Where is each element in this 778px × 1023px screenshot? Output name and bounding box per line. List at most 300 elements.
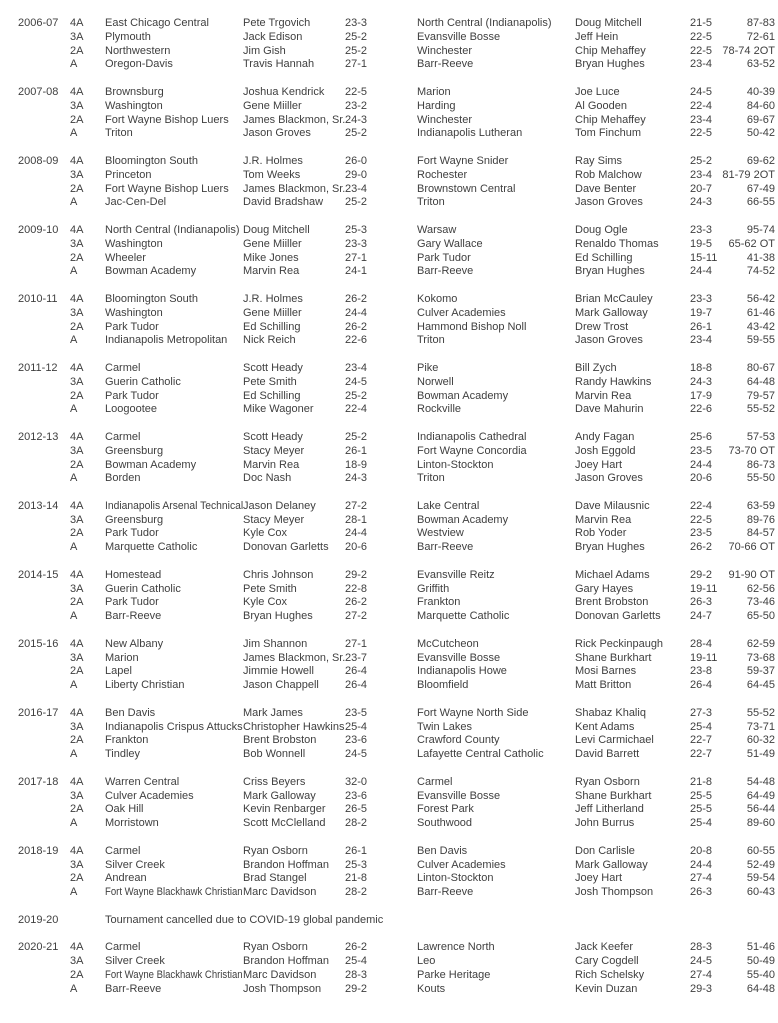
class-cell: A	[70, 127, 78, 140]
champion-record-cell: 23-4	[345, 361, 368, 374]
runner-up-record-cell: 26-3	[690, 596, 713, 609]
runner-up-coach-cell: Drew Trost	[575, 320, 629, 333]
season-year-label: 2008-09	[18, 154, 59, 167]
class-cell: 2A	[70, 389, 84, 402]
score-cell: 87-83	[746, 17, 775, 29]
champion-school-cell: Guerin Catholic	[105, 375, 181, 388]
class-cell: A	[70, 472, 78, 485]
champion-record-cell: 22-6	[345, 334, 368, 347]
champion-record-cell: 25-2	[345, 389, 368, 402]
runner-up-coach-cell: Cary Cogdell	[575, 955, 639, 968]
class-cell: 3A	[70, 30, 84, 43]
runner-up-record-cell: 24-7	[690, 610, 713, 623]
champion-school-cell: Carmel	[105, 361, 141, 374]
champion-coach-cell: Marvin Rea	[243, 458, 300, 471]
runner-up-coach-cell: Joey Hart	[575, 458, 623, 471]
runner-up-school-cell: Triton	[417, 472, 445, 485]
season-block	[18, 362, 778, 417]
runner-up-coach-cell: David Barrett	[575, 748, 640, 761]
result-row	[18, 196, 778, 210]
result-row	[18, 652, 778, 666]
runner-up-coach-cell: Brent Brobston	[575, 596, 649, 609]
result-row	[18, 541, 778, 555]
class-cell: 4A	[70, 223, 84, 236]
runner-up-school-cell: Pike	[417, 361, 439, 374]
champion-school-cell: Homestead	[105, 568, 162, 581]
runner-up-coach-cell: Marvin Rea	[575, 389, 632, 402]
season-block	[18, 293, 778, 348]
champion-record-cell: 28-1	[345, 513, 368, 526]
season-block	[18, 776, 778, 831]
score-cell: 41-38	[746, 251, 775, 264]
champion-record-cell: 23-5	[345, 706, 368, 719]
champion-record-cell: 26-1	[345, 444, 368, 457]
runner-up-school-cell: Park Tudor	[417, 251, 471, 264]
runner-up-coach-cell: Rob Yoder	[575, 527, 627, 540]
champion-school-cell: Ben Davis	[105, 706, 156, 719]
runner-up-record-cell: 23-8	[690, 665, 713, 678]
runner-up-record-cell: 26-2	[690, 541, 713, 554]
runner-up-coach-cell: Andy Fagan	[575, 430, 635, 443]
champion-record-cell: 23-7	[345, 651, 368, 664]
runner-up-record-cell: 22-5	[690, 513, 713, 526]
class-cell: 2A	[70, 734, 84, 747]
result-row	[18, 679, 778, 693]
champion-coach-cell: Mark James	[243, 706, 303, 719]
score-cell: 51-49	[746, 748, 775, 761]
runner-up-school-cell: Culver Academies	[417, 306, 506, 319]
class-cell: 4A	[70, 154, 84, 167]
class-cell: 2A	[70, 665, 84, 678]
champion-coach-cell: Kevin Renbarger	[243, 803, 326, 816]
runner-up-record-cell: 27-3	[690, 706, 713, 719]
champion-coach-cell: Marc Davidson	[243, 968, 317, 981]
runner-up-record-cell: 18-8	[690, 361, 713, 374]
result-row	[18, 472, 778, 486]
champion-record-cell: 24-3	[345, 113, 368, 126]
runner-up-school-cell: Twin Lakes	[417, 720, 473, 733]
champion-record-cell: 26-2	[345, 320, 368, 333]
result-row	[18, 224, 778, 238]
champion-coach-cell: Doug Mitchell	[243, 223, 310, 236]
class-cell: A	[70, 265, 78, 278]
runner-up-school-cell: Norwell	[417, 375, 454, 388]
class-cell: A	[70, 541, 78, 554]
runner-up-coach-cell: Jason Groves	[575, 196, 643, 209]
class-cell: 4A	[70, 568, 84, 581]
runner-up-coach-cell: Randy Hawkins	[575, 375, 652, 388]
champion-school-cell: Carmel	[105, 430, 141, 443]
runner-up-school-cell: Bloomfield	[417, 679, 469, 692]
champion-record-cell: 23-3	[345, 17, 368, 29]
class-cell: A	[70, 817, 78, 830]
score-cell: 64-48	[746, 982, 775, 995]
champion-coach-cell: Kyle Cox	[243, 596, 288, 609]
champion-school-cell: Washington	[105, 306, 163, 319]
runner-up-record-cell: 25-2	[690, 154, 713, 167]
runner-up-record-cell: 22-6	[690, 403, 713, 416]
score-cell: 62-59	[746, 637, 775, 650]
result-row	[18, 431, 778, 445]
champion-coach-cell: Brent Brobston	[243, 734, 317, 747]
season-year-label: 2020-21	[18, 941, 59, 954]
result-row	[18, 748, 778, 762]
champion-record-cell: 26-0	[345, 154, 368, 167]
result-row	[18, 114, 778, 128]
result-row	[18, 293, 778, 307]
runner-up-record-cell: 24-4	[690, 458, 713, 471]
runner-up-coach-cell: Jeff Litherland	[575, 803, 644, 816]
result-row	[18, 527, 778, 541]
score-cell: 84-60	[746, 99, 775, 112]
score-cell: 56-44	[746, 803, 775, 816]
class-cell: 3A	[70, 444, 84, 457]
champion-coach-cell: Ryan Osborn	[243, 844, 308, 857]
result-row	[18, 403, 778, 417]
runner-up-school-cell: Carmel	[417, 775, 453, 788]
runner-up-coach-cell: Dave Milausnic	[575, 499, 650, 512]
result-row	[18, 86, 778, 100]
class-cell: A	[70, 886, 78, 899]
champion-school-cell: Guerin Catholic	[105, 582, 181, 595]
season-block	[18, 914, 778, 928]
champion-coach-cell: Ed Schilling	[243, 389, 301, 402]
class-cell: 4A	[70, 292, 84, 305]
champion-school-cell: Liberty Christian	[105, 679, 185, 692]
result-row	[18, 334, 778, 348]
score-cell: 50-49	[746, 955, 775, 968]
champion-record-cell: 23-4	[345, 182, 368, 195]
champion-record-cell: 26-2	[345, 292, 368, 305]
class-cell: 4A	[70, 637, 84, 650]
champion-coach-cell: Mike Jones	[243, 251, 299, 264]
runner-up-coach-cell: Dave Mahurin	[575, 403, 644, 416]
result-row	[18, 321, 778, 335]
champion-school-cell: New Albany	[105, 637, 164, 650]
champion-record-cell: 25-2	[345, 430, 368, 443]
champion-coach-cell: David Bradshaw	[243, 196, 324, 209]
score-cell: 80-67	[746, 361, 775, 374]
runner-up-school-cell: North Central (Indianapolis)	[417, 17, 552, 29]
score-cell: 60-43	[746, 886, 775, 899]
season-year-label: 2016-17	[18, 706, 59, 719]
score-cell: 59-55	[746, 334, 775, 347]
runner-up-school-cell: Fort Wayne Snider	[417, 154, 509, 167]
result-row	[18, 459, 778, 473]
runner-up-school-cell: Evansville Bosse	[417, 789, 501, 802]
runner-up-coach-cell: Bill Zych	[575, 361, 617, 374]
champion-coach-cell: Gene Miiller	[243, 306, 302, 319]
champion-school-cell: Fort Wayne Bishop Luers	[105, 182, 229, 195]
runner-up-school-cell: Barr-Reeve	[417, 58, 474, 71]
score-cell: 69-67	[746, 113, 775, 126]
runner-up-coach-cell: Mosi Barnes	[575, 665, 637, 678]
champion-coach-cell: Brandon Hoffman	[243, 858, 330, 871]
champion-school-cell: Bowman Academy	[105, 265, 197, 278]
runner-up-coach-cell: Jason Groves	[575, 472, 643, 485]
class-cell: 3A	[70, 237, 84, 250]
champion-record-cell: 21-8	[345, 872, 368, 885]
champion-coach-cell: Doc Nash	[243, 472, 292, 485]
runner-up-school-cell: Evansville Reitz	[417, 568, 495, 581]
runner-up-coach-cell: Jack Keefer	[575, 941, 634, 954]
runner-up-record-cell: 24-4	[690, 265, 713, 278]
champion-school-cell: Jac-Cen-Del	[105, 196, 167, 209]
result-row	[18, 45, 778, 59]
result-row	[18, 638, 778, 652]
runner-up-record-cell: 19-5	[690, 237, 713, 250]
runner-up-school-cell: Culver Academies	[417, 858, 506, 871]
score-cell: 73-71	[746, 720, 775, 733]
champion-record-cell: 25-4	[345, 955, 368, 968]
champion-school-cell: Indianapolis Metropolitan	[105, 334, 228, 347]
runner-up-record-cell: 26-1	[690, 320, 713, 333]
runner-up-school-cell: Fort Wayne North Side	[417, 706, 529, 719]
score-cell: 67-49	[746, 182, 775, 195]
runner-up-record-cell: 28-4	[690, 637, 713, 650]
champion-record-cell: 18-9	[345, 458, 368, 471]
champion-record-cell: 22-4	[345, 403, 368, 416]
runner-up-school-cell: Indianapolis Cathedral	[417, 430, 527, 443]
champion-record-cell: 23-6	[345, 789, 368, 802]
champion-school-cell: Northwestern	[105, 44, 171, 57]
champion-coach-cell: J.R. Holmes	[243, 292, 303, 305]
champion-school-cell: Triton	[105, 127, 133, 140]
class-cell: A	[70, 58, 78, 71]
runner-up-record-cell: 21-8	[690, 775, 713, 788]
runner-up-record-cell: 25-6	[690, 430, 713, 443]
result-row	[18, 445, 778, 459]
champion-record-cell: 22-5	[345, 85, 368, 98]
runner-up-record-cell: 29-2	[690, 568, 713, 581]
runner-up-school-cell: Hammond Bishop Noll	[417, 320, 527, 333]
runner-up-record-cell: 25-5	[690, 803, 713, 816]
runner-up-school-cell: Linton-Stockton	[417, 458, 494, 471]
runner-up-school-cell: Evansville Bosse	[417, 651, 501, 664]
runner-up-record-cell: 21-5	[690, 17, 713, 29]
class-cell: A	[70, 403, 78, 416]
champion-coach-cell: Marvin Rea	[243, 265, 300, 278]
champion-coach-cell: Chris Johnson	[243, 568, 314, 581]
runner-up-record-cell: 22-7	[690, 734, 713, 747]
runner-up-school-cell: Forest Park	[417, 803, 474, 816]
champion-school-cell: Marion	[105, 651, 139, 664]
class-cell: 2A	[70, 872, 84, 885]
score-cell: 40-39	[746, 85, 775, 98]
covid-cancellation-note: Tournament cancelled due to COVID-19 global pandemic	[105, 913, 384, 926]
season-year-label: 2014-15	[18, 568, 59, 581]
result-row	[18, 31, 778, 45]
result-row	[18, 514, 778, 528]
class-cell: 3A	[70, 955, 84, 968]
class-cell: A	[70, 982, 78, 995]
class-cell: 2A	[70, 44, 84, 57]
runner-up-record-cell: 20-7	[690, 182, 713, 195]
champion-record-cell: 24-1	[345, 265, 368, 278]
champion-school-cell: Loogootee	[105, 403, 157, 416]
runner-up-coach-cell: Dave Benter	[575, 182, 637, 195]
champion-coach-cell: Ryan Osborn	[243, 941, 308, 954]
season-year-label: 2019-20	[18, 913, 59, 926]
runner-up-coach-cell: Bryan Hughes	[575, 265, 645, 278]
class-cell: 2A	[70, 320, 84, 333]
result-row	[18, 100, 778, 114]
score-cell: 64-48	[746, 375, 775, 388]
runner-up-record-cell: 29-3	[690, 982, 713, 995]
score-cell: 62-56	[746, 582, 775, 595]
runner-up-school-cell: Brownstown Central	[417, 182, 516, 195]
runner-up-record-cell: 23-5	[690, 527, 713, 540]
class-cell: 2A	[70, 527, 84, 540]
season-year-label: 2015-16	[18, 637, 59, 650]
class-cell: 2A	[70, 251, 84, 264]
champion-record-cell: 29-0	[345, 168, 368, 181]
result-row	[18, 252, 778, 266]
champion-school-cell: Brownsburg	[105, 85, 164, 98]
champion-coach-cell: J.R. Holmes	[243, 154, 303, 167]
champion-record-cell: 25-2	[345, 30, 368, 43]
runner-up-school-cell: Warsaw	[417, 223, 457, 236]
class-cell: 3A	[70, 582, 84, 595]
champion-record-cell: 23-2	[345, 99, 368, 112]
class-cell: 3A	[70, 789, 84, 802]
result-row	[18, 610, 778, 624]
score-cell: 51-46	[746, 941, 775, 954]
season-block	[18, 224, 778, 279]
champion-school-cell: Greensburg	[105, 513, 164, 526]
runner-up-coach-cell: Ed Schilling	[575, 251, 633, 264]
season-block	[18, 86, 778, 141]
score-cell: 79-57	[746, 389, 775, 402]
season-block	[18, 569, 778, 624]
runner-up-coach-cell: Shabaz Khaliq	[575, 706, 646, 719]
class-cell: 3A	[70, 651, 84, 664]
runner-up-coach-cell: Tom Finchum	[575, 127, 642, 140]
champion-record-cell: 27-1	[345, 251, 368, 264]
runner-up-coach-cell: Joey Hart	[575, 872, 623, 885]
champion-coach-cell: Scott Heady	[243, 361, 303, 374]
runner-up-record-cell: 22-5	[690, 127, 713, 140]
champion-record-cell: 27-1	[345, 637, 368, 650]
runner-up-coach-cell: Mark Galloway	[575, 858, 648, 871]
score-cell: 59-37	[746, 665, 775, 678]
season-note-row	[18, 914, 778, 928]
season-year-label: 2010-11	[18, 292, 58, 305]
runner-up-coach-cell: Kent Adams	[575, 720, 635, 733]
runner-up-school-cell: Ben Davis	[417, 844, 468, 857]
result-row	[18, 817, 778, 831]
champion-coach-cell: Jason Delaney	[243, 499, 316, 512]
champion-school-cell: Carmel	[105, 844, 141, 857]
runner-up-coach-cell: Don Carlisle	[575, 844, 635, 857]
champion-coach-cell: Marc Davidson	[243, 886, 317, 899]
runner-up-coach-cell: Kevin Duzan	[575, 982, 638, 995]
runner-up-coach-cell: Rich Schelsky	[575, 968, 645, 981]
champion-school-cell: Warren Central	[105, 775, 180, 788]
runner-up-coach-cell: Michael Adams	[575, 568, 650, 581]
champion-coach-cell: James Blackmon, Sr.	[243, 182, 346, 195]
class-cell: 4A	[70, 844, 84, 857]
champion-school-cell: Borden	[105, 472, 141, 485]
champion-coach-cell: Scott Heady	[243, 430, 303, 443]
runner-up-record-cell: 24-3	[690, 196, 713, 209]
runner-up-coach-cell: Josh Thompson	[575, 886, 654, 899]
season-block	[18, 17, 778, 72]
runner-up-record-cell: 25-5	[690, 789, 713, 802]
class-cell: 4A	[70, 361, 84, 374]
champion-school-cell: Princeton	[105, 168, 152, 181]
champion-coach-cell: Joshua Kendrick	[243, 85, 325, 98]
runner-up-coach-cell: Donovan Garletts	[575, 610, 661, 623]
result-row	[18, 58, 778, 72]
season-year-label: 2013-14	[18, 499, 59, 512]
champion-coach-cell: Jason Groves	[243, 127, 311, 140]
class-cell: A	[70, 748, 78, 761]
runner-up-record-cell: 27-4	[690, 872, 713, 885]
season-block	[18, 500, 778, 555]
result-row	[18, 596, 778, 610]
champion-coach-cell: Brad Stangel	[243, 872, 307, 885]
result-row	[18, 707, 778, 721]
runner-up-school-cell: Crawford County	[417, 734, 500, 747]
champion-coach-cell: Stacy Meyer	[243, 513, 305, 526]
result-row	[18, 886, 778, 900]
result-row	[18, 265, 778, 279]
runner-up-record-cell: 20-8	[690, 844, 713, 857]
score-cell: 54-48	[746, 775, 775, 788]
champion-school-cell: Wheeler	[105, 251, 146, 264]
runner-up-record-cell: 22-4	[690, 499, 713, 512]
result-row	[18, 17, 778, 31]
champion-school-cell: Park Tudor	[105, 527, 159, 540]
champion-record-cell: 24-5	[345, 375, 368, 388]
runner-up-record-cell: 22-4	[690, 99, 713, 112]
champion-school-cell: Lapel	[105, 665, 132, 678]
runner-up-record-cell: 19-7	[690, 306, 713, 319]
runner-up-school-cell: Harding	[417, 99, 456, 112]
score-cell: 50-42	[746, 127, 775, 140]
result-row	[18, 238, 778, 252]
score-cell: 72-61	[746, 30, 775, 43]
season-block	[18, 431, 778, 486]
season-year-label: 2018-19	[18, 844, 59, 857]
runner-up-record-cell: 19-11	[690, 582, 718, 595]
champion-record-cell: 26-2	[345, 596, 368, 609]
runner-up-coach-cell: Shane Burkhart	[575, 651, 652, 664]
runner-up-coach-cell: Marvin Rea	[575, 513, 632, 526]
champion-coach-cell: Gene Miiller	[243, 99, 302, 112]
champion-school-cell: Bloomington South	[105, 292, 198, 305]
runner-up-record-cell: 22-5	[690, 44, 713, 57]
score-cell: 64-45	[746, 679, 775, 692]
score-cell: 60-55	[746, 844, 775, 857]
runner-up-school-cell: Triton	[417, 334, 445, 347]
class-cell: 2A	[70, 596, 84, 609]
champion-coach-cell: Jack Edison	[243, 30, 303, 43]
runner-up-record-cell: 23-3	[690, 223, 713, 236]
runner-up-school-cell: Lake Central	[417, 499, 480, 512]
runner-up-school-cell: Rochester	[417, 168, 468, 181]
champion-coach-cell: Travis Hannah	[243, 58, 315, 71]
champion-coach-cell: Jim Shannon	[243, 637, 308, 650]
score-cell: 63-52	[746, 58, 775, 71]
runner-up-coach-cell: Renaldo Thomas	[575, 237, 659, 250]
runner-up-coach-cell: Brian McCauley	[575, 292, 653, 305]
champion-school-cell: Park Tudor	[105, 596, 159, 609]
score-cell: 56-42	[746, 292, 775, 305]
runner-up-coach-cell: Rob Malchow	[575, 168, 642, 181]
result-row	[18, 859, 778, 873]
